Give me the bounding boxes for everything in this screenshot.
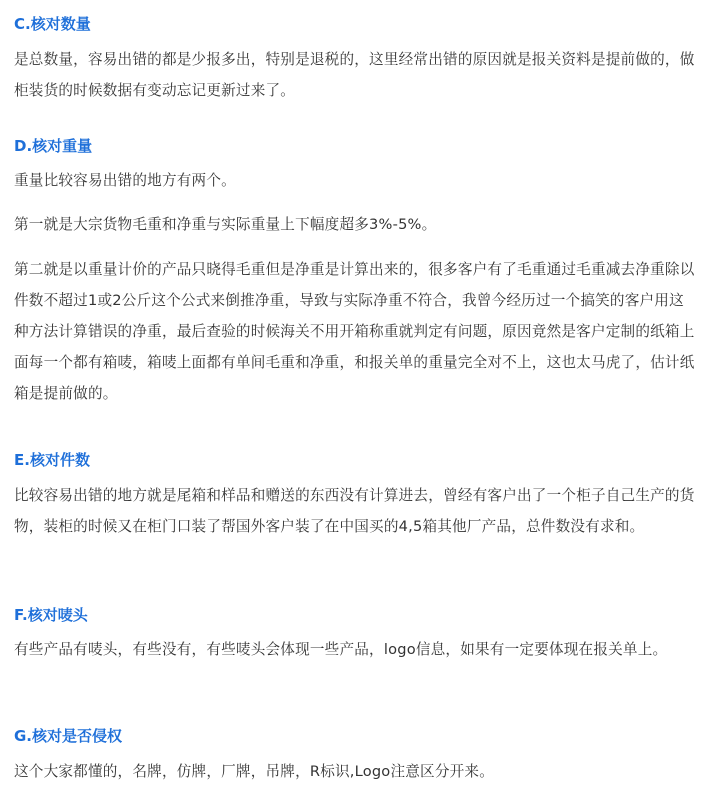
section-d-paragraph-1: 重量比较容易出错的地方有两个。 (14, 172, 236, 189)
section-f-paragraph-1: 有些产品有唛头，有些没有，有些唛头会体现一些产品，logo信息，如果有一定要体现在报关单上。 (14, 641, 668, 658)
section-e-paragraph-1: 比较容易出错的地方就是尾箱和样品和赠送的东西没有计算进去，曾经有客户出了一个柜子自己生产的货物，装柜的时候又在柜门口装了帮国外客户装了在中国买的4,5箱其他厂产品，总件数没有求和。 (14, 487, 695, 535)
section-heading-g: G.核对是否侵权 (14, 727, 123, 745)
section-heading-d: D.核对重量 (14, 137, 93, 155)
section-heading-f: F.核对唛头 (14, 606, 88, 624)
section-heading-c: C.核对数量 (14, 15, 91, 33)
section-c-paragraph-1: 是总数量，容易出错的都是少报多出，特别是退税的，这里经常出错的原因就是报关资料是提前做的，做柜装货的时候数据有变动忘记更新过来了。 (14, 51, 695, 99)
section-d-paragraph-2: 第一就是大宗货物毛重和净重与实际重量上下幅度超多3%-5%。 (14, 216, 437, 233)
section-g-paragraph-1: 这个大家都懂的，名牌，仿牌，厂牌，吊牌，R标识,Logo注意区分开来。 (14, 763, 494, 780)
section-d-paragraph-3: 第二就是以重量计价的产品只晓得毛重但是净重是计算出来的，很多客户有了毛重通过毛重减去净重除以件数不超过1或2公斤这个公式来倒推净重，导致与实际净重不符合，我曾今经历过一个搞笑的客户用这种方法计算错误的净重，最后查验的时候海关不用开箱称重就判定有问题，原因竟然是客户定制的纸箱上面每一个都有箱唛，箱唛上面都有单间毛重和净重，和报关单的重量完全对不上，这也太马虎了，估计纸箱是提前做的。 (14, 261, 695, 402)
section-heading-e: E.核对件数 (14, 451, 90, 469)
